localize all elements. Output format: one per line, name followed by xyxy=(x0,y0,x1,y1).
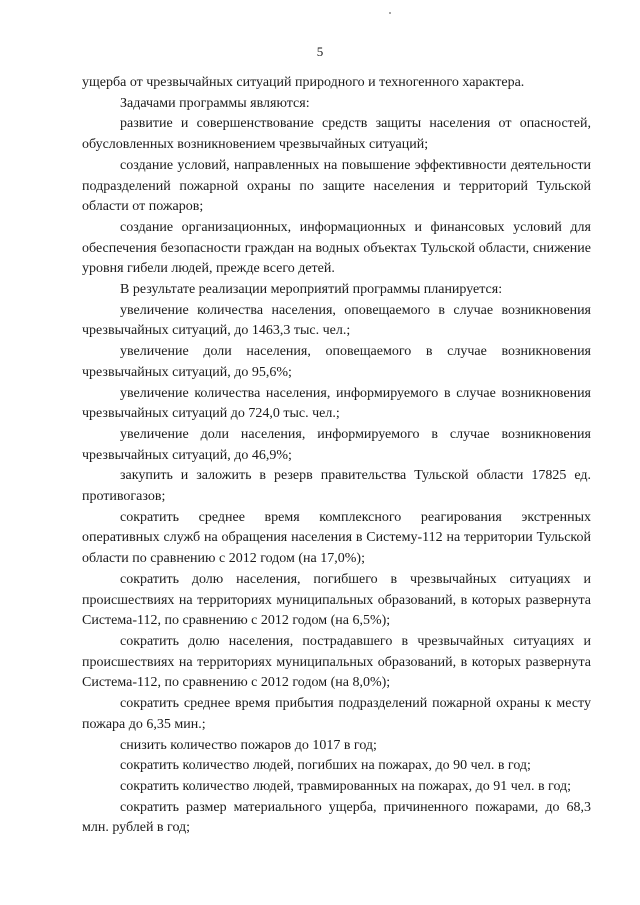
paragraph: закупить и заложить в резерв правительства Тульской области 17825 ед. противогазов; xyxy=(82,468,591,505)
paragraph: Задачами программы являются: xyxy=(120,95,310,111)
scan-speck xyxy=(389,12,391,14)
paragraph: сократить долю населения, пострадавшего в чрезвычайных ситуациях и происшествиях на территориях муниципальных образований, в которых развернута Система-112, по сравнению с 2012 годом (на 8,0%); xyxy=(82,633,591,691)
document-body xyxy=(82,73,591,839)
paragraph: сократить количество людей, травмированных на пожарах, до 91 чел. в год; xyxy=(120,778,572,794)
paragraph: создание организационных, информационных и финансовых условий для обеспечения безопасности граждан на водных объектах Тульской области, снижение уровня гибели людей, прежде всего детей. xyxy=(82,219,591,277)
page-number: 5 xyxy=(316,44,324,59)
paragraph: сократить долю населения, погибшего в чрезвычайных ситуациях и происшествиях на территориях муниципальных образований, в которых развернута Система-112, по сравнению с 2012 годом (на 6,5%); xyxy=(82,571,591,629)
paragraph: увеличение доли населения, оповещаемого в случае возникновения чрезвычайных ситуаций, до 95,6%; xyxy=(82,344,591,380)
paragraph: В результате реализации мероприятий программы планируется: xyxy=(120,282,503,298)
paragraph: увеличение доли населения, информируемого в случае возникновения чрезвычайных ситуаций, до 46,9%; xyxy=(82,426,591,463)
paragraph: развитие и совершенствование средств защиты населения от опасностей, обусловленных возникновением чрезвычайных ситуаций; xyxy=(82,116,591,153)
paragraph: ущерба от чрезвычайных ситуаций природного и техногенного характера. xyxy=(82,75,525,90)
paragraph: увеличение количества населения, информируемого в случае возникновения чрезвычайных ситуаций до 724,0 тыс. чел.; xyxy=(82,385,591,422)
paragraph: создание условий, направленных на повышение эффективности деятельности подразделений пожарной охраны по защите населения и территорий Тульской области от пожаров; xyxy=(82,157,591,215)
paragraph: сократить количество людей, погибших на пожарах, до 90 чел. в год; xyxy=(120,758,531,774)
paragraph: сократить размер материального ущерба, причиненного пожарами, до 68,3 млн. рублей в год; xyxy=(82,799,591,836)
paragraph: сократить среднее время прибытия подразделений пожарной охраны к месту пожара до 6,35 мин.; xyxy=(82,696,591,732)
paragraph: снизить количество пожаров до 1017 в год; xyxy=(120,737,377,753)
paragraph: увеличение количества населения, оповещаемого в случае возникновения чрезвычайных ситуаций, до 1463,3 тыс. чел.; xyxy=(82,302,591,339)
paragraph: сократить среднее время комплексного реагирования экстренных оперативных служб на обращения населения в Систему-112 на территории Тульской области по сравнению с 2012 годом (на 17,0%); xyxy=(82,509,591,567)
